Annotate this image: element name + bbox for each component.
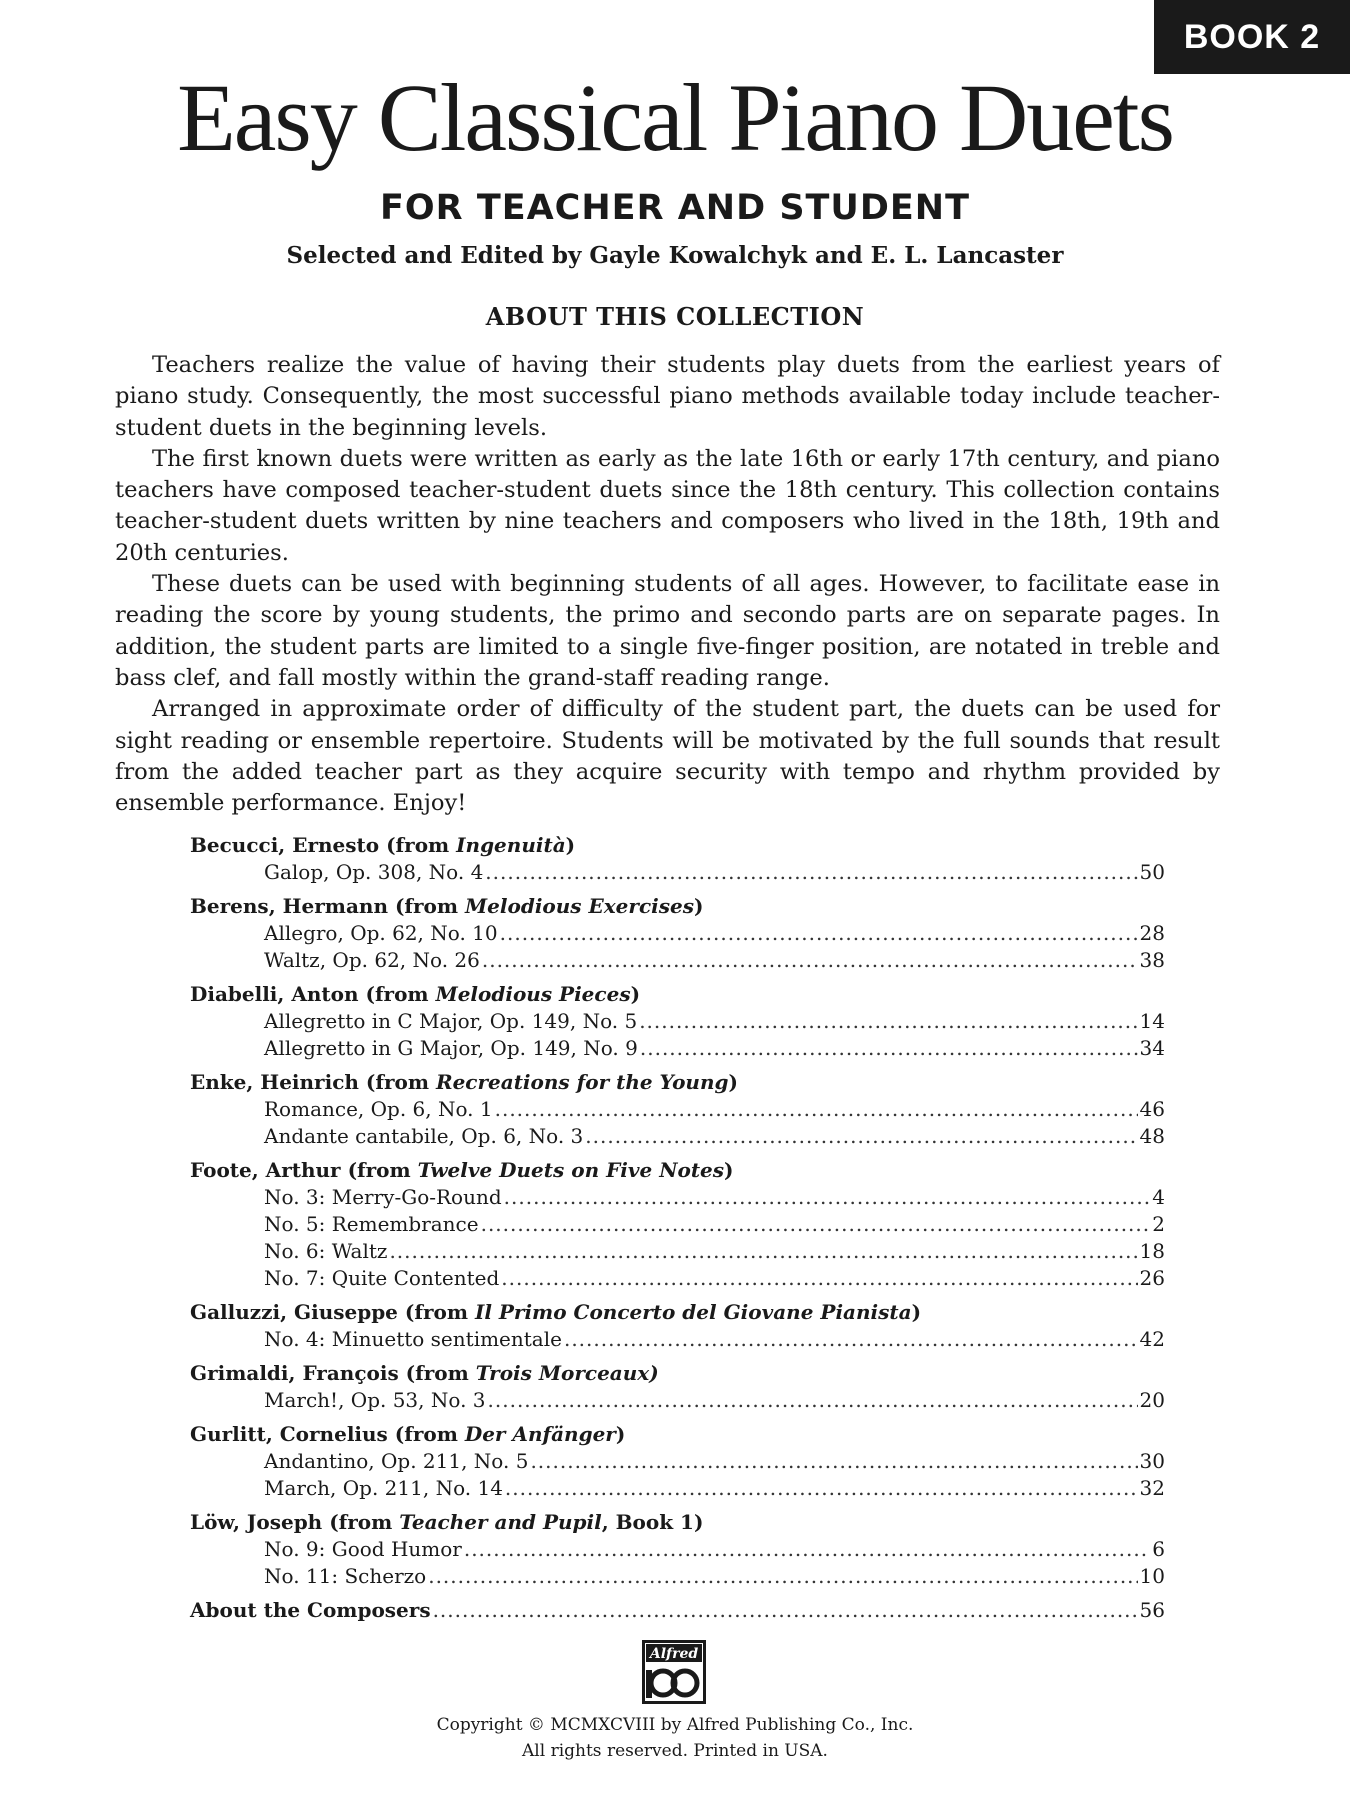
- page-number: 28: [1139, 921, 1165, 945]
- source-prefix: (from: [386, 833, 450, 857]
- toc-entry[interactable]: [190, 1211, 1165, 1238]
- page-number: 32: [1139, 1476, 1165, 1500]
- composer-name: Foote, Arthur: [190, 1158, 341, 1182]
- book-subtitle: FOR TEACHER AND STUDENT: [380, 188, 970, 228]
- toc-composer-heading: [190, 1069, 1165, 1096]
- toc-group: [190, 832, 1165, 886]
- source-work-title: Twelve Duets on Five Notes: [417, 1158, 725, 1182]
- toc-entry[interactable]: [190, 1563, 1165, 1590]
- composer-name: Berens, Hermann: [190, 894, 388, 918]
- dot-leader: [585, 1123, 1137, 1150]
- piece-title: No. 9: Good Humor: [264, 1537, 462, 1561]
- piece-title: No. 4: Minuetto sentimentale: [264, 1327, 562, 1351]
- toc-entry[interactable]: [190, 1326, 1165, 1353]
- page-number: 2: [1152, 1212, 1165, 1236]
- dot-leader: [482, 947, 1138, 974]
- source-work-title: Melodious Exercises: [465, 894, 694, 918]
- piece-title: Allegretto in G Major, Op. 149, No. 9: [264, 1036, 638, 1060]
- source-work-title: Recreations for the Young: [435, 1070, 729, 1094]
- piece-title: Waltz, Op. 62, No. 26: [264, 948, 480, 972]
- dot-leader: [505, 1475, 1138, 1502]
- page-number: 6: [1152, 1537, 1165, 1561]
- source-work-title: Melodious Pieces: [435, 982, 631, 1006]
- toc-group: [190, 1509, 1165, 1590]
- toc-entry[interactable]: [190, 1238, 1165, 1265]
- about-paragraph: These duets can be used with beginning students of all ages. However, to facilitate ease in reading the score by young students, the primo and secondo parts are on separate pages. In addition, the student parts are limited to a single five-finger position, are notated in treble and bass clef, and fall mostly within the grand-staff reading range.: [115, 571, 1220, 691]
- toc-entry[interactable]: [190, 1184, 1165, 1211]
- alfred-logo-icon: [642, 1640, 706, 1704]
- table-of-contents: [190, 832, 1165, 1624]
- source-prefix: (from: [404, 1300, 468, 1324]
- page-number: 42: [1139, 1327, 1165, 1351]
- toc-entry[interactable]: [190, 947, 1165, 974]
- about-paragraph: Arranged in approximate order of difficulty of the student part, the duets can be used for sight reading or ensemble repertoire. Students will be motivated by the full sounds that result from the added teacher part as they acquire security with tempo and rhythm provided by ensemble performance. Enjoy!: [115, 696, 1220, 817]
- page-number: 56: [1139, 1598, 1165, 1622]
- source-suffix: ): [693, 894, 704, 918]
- toc-entry[interactable]: [190, 1475, 1165, 1502]
- toc-entry-about-composers[interactable]: [190, 1597, 1165, 1624]
- toc-entry[interactable]: [190, 920, 1165, 947]
- dot-leader: [504, 1184, 1151, 1211]
- page-number: 38: [1139, 948, 1165, 972]
- page-number: 46: [1139, 1097, 1165, 1121]
- piece-title: No. 7: Quite Contented: [264, 1266, 500, 1290]
- piece-title: March!, Op. 53, No. 3: [264, 1388, 486, 1412]
- logo-brand-text: Alfred: [649, 1646, 699, 1662]
- source-suffix: ): [630, 982, 641, 1006]
- source-work-title: Der Anfänger: [464, 1422, 616, 1446]
- source-prefix: (from: [365, 982, 429, 1006]
- rights-line: All rights reserved. Printed in USA.: [522, 1741, 828, 1761]
- composer-name: Becucci, Ernesto: [190, 833, 380, 857]
- toc-entry[interactable]: [190, 1448, 1165, 1475]
- section-title: About the Composers: [190, 1598, 431, 1622]
- toc-group: [190, 1157, 1165, 1292]
- toc-entry[interactable]: [190, 1035, 1165, 1062]
- book-title: Easy Classical Piano Duets: [177, 64, 1173, 171]
- piece-title: Allegretto in C Major, Op. 149, No. 5: [264, 1009, 638, 1033]
- toc-group: [190, 1069, 1165, 1150]
- composer-name: Gurlitt, Cornelius: [190, 1422, 388, 1446]
- dot-leader: [488, 1387, 1138, 1414]
- source-suffix: ): [724, 1158, 734, 1182]
- page-number: 20: [1139, 1388, 1165, 1412]
- dot-leader: [428, 1563, 1137, 1590]
- piece-title: No. 6: Waltz: [264, 1239, 388, 1263]
- dot-leader: [639, 1008, 1137, 1035]
- copyright-line: Copyright © MCMXCVIII by Alfred Publishing Co., Inc.: [436, 1715, 914, 1735]
- dot-leader: [481, 1211, 1151, 1238]
- page-number: 34: [1139, 1036, 1165, 1060]
- dot-leader: [564, 1326, 1138, 1353]
- dot-leader: [485, 859, 1137, 886]
- piece-title: March, Op. 211, No. 14: [264, 1476, 503, 1500]
- composer-name: Löw, Joseph: [190, 1510, 323, 1534]
- toc-entry[interactable]: [190, 1096, 1165, 1123]
- source-work-title: Teacher and Pupil: [399, 1510, 602, 1534]
- toc-composer-heading: [190, 1299, 1165, 1326]
- toc-group: [190, 981, 1165, 1062]
- page-number: 4: [1152, 1185, 1165, 1209]
- source-work-title: Trois Morceaux): [475, 1361, 659, 1385]
- toc-composer-heading: [190, 1509, 1165, 1536]
- toc-entry[interactable]: [190, 1387, 1165, 1414]
- dot-leader: [389, 1238, 1137, 1265]
- composer-name: Grimaldi, François: [190, 1361, 399, 1385]
- piece-title: Romance, Op. 6, No. 1: [264, 1097, 493, 1121]
- about-paragraph: Teachers realize the value of having their students play duets from the earliest years of piano study. Consequently, the most successful piano methods available today include teacher-student duets in the beginning levels.: [115, 352, 1220, 441]
- piece-title: No. 3: Merry-Go-Round: [264, 1185, 502, 1209]
- page-number: 14: [1139, 1009, 1165, 1033]
- page-number: 30: [1139, 1449, 1165, 1473]
- composer-name: Galluzzi, Giuseppe: [190, 1300, 398, 1324]
- dot-leader: [501, 1265, 1137, 1292]
- about-text: [115, 350, 1220, 819]
- page-number: 26: [1139, 1266, 1165, 1290]
- copyright-notice: [0, 1712, 1350, 1764]
- source-suffix: ): [911, 1300, 922, 1324]
- page-number: 10: [1139, 1564, 1165, 1588]
- dot-leader: [495, 1096, 1138, 1123]
- composer-name: Diabelli, Anton: [190, 982, 359, 1006]
- dot-leader: [530, 1448, 1137, 1475]
- dot-leader: [500, 920, 1138, 947]
- page-number: 48: [1139, 1124, 1165, 1148]
- source-suffix: , Book 1): [601, 1510, 704, 1534]
- toc-entry[interactable]: [190, 1123, 1165, 1150]
- toc-group: [190, 893, 1165, 974]
- about-paragraph: The first known duets were written as early as the late 16th or early 17th century, and piano teachers have composed teacher-student duets since the 18th century. This collection contains teacher-student duets written by nine teachers and composers who lived in the 18th, 19th and 20th centuries.: [115, 445, 1220, 566]
- toc-composer-heading: [190, 1157, 1165, 1184]
- piece-title: No. 5: Remembrance: [264, 1212, 479, 1236]
- source-suffix: ): [615, 1422, 626, 1446]
- toc-composer-heading: [190, 893, 1165, 920]
- source-prefix: (from: [365, 1070, 429, 1094]
- toc-composer-heading: [190, 832, 1165, 859]
- source-suffix: ): [565, 833, 576, 857]
- page-number: 18: [1139, 1239, 1165, 1263]
- dot-leader: [464, 1536, 1150, 1563]
- toc-entry[interactable]: [190, 1536, 1165, 1563]
- source-suffix: ): [728, 1070, 738, 1094]
- piece-title: Allegro, Op. 62, No. 10: [264, 921, 498, 945]
- page-number: 50: [1139, 860, 1165, 884]
- piece-title: Galop, Op. 308, No. 4: [264, 860, 484, 884]
- source-prefix: (from: [394, 894, 459, 918]
- about-heading: ABOUT THIS COLLECTION: [485, 302, 865, 331]
- editors-credit: Selected and Edited by Gayle Kowalchyk and E. L. Lancaster: [286, 242, 1064, 269]
- source-prefix: (from: [394, 1422, 458, 1446]
- book-number-tab: BOOK 2: [1154, 0, 1350, 74]
- toc-group: [190, 1421, 1165, 1502]
- toc-composer-heading: [190, 1421, 1165, 1448]
- source-prefix: (from: [329, 1510, 393, 1534]
- piece-title: Andante cantabile, Op. 6, No. 3: [264, 1124, 584, 1148]
- dot-leader: [433, 1597, 1138, 1624]
- source-work-title: Ingenuità: [456, 833, 566, 857]
- dot-leader: [640, 1035, 1138, 1062]
- toc-entry[interactable]: [190, 1008, 1165, 1035]
- toc-composer-heading: [190, 1360, 1165, 1387]
- toc-group: [190, 1299, 1165, 1353]
- toc-group: [190, 1360, 1165, 1414]
- piece-title: No. 11: Scherzo: [264, 1564, 427, 1588]
- source-work-title: Il Primo Concerto del Giovane Pianista: [474, 1300, 912, 1324]
- source-prefix: (from: [405, 1361, 469, 1385]
- source-prefix: (from: [347, 1158, 411, 1182]
- toc-composer-heading: [190, 981, 1165, 1008]
- toc-entry[interactable]: [190, 1265, 1165, 1292]
- composer-name: Enke, Heinrich: [190, 1070, 359, 1094]
- toc-entry[interactable]: [190, 859, 1165, 886]
- piece-title: Andantino, Op. 211, No. 5: [264, 1449, 529, 1473]
